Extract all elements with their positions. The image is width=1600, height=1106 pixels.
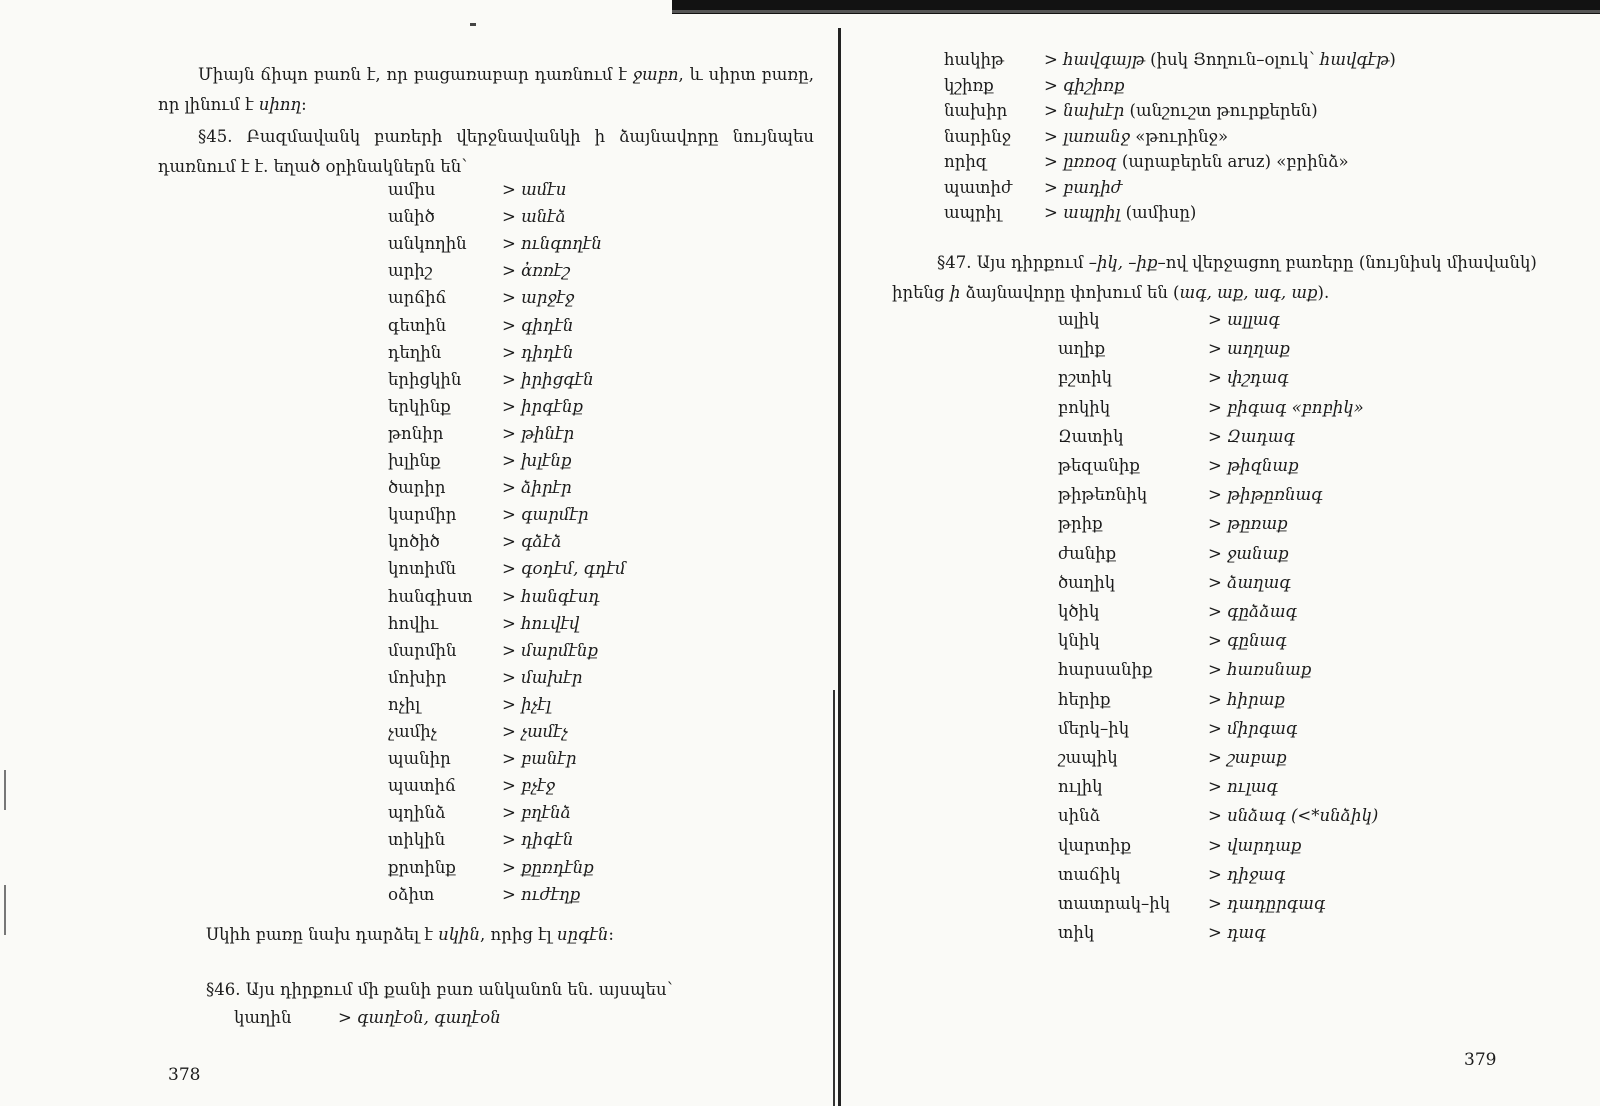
dialect-word: պանիր: [388, 749, 451, 769]
note-example: սկին: [438, 925, 481, 944]
dialect-form: > դագ: [1208, 923, 1266, 943]
dialect-word: կոտիմն: [388, 559, 456, 579]
dialect-form-italic: > հավգայթ: [1044, 50, 1145, 69]
dialect-form-italic: > ապրիլ: [1044, 203, 1121, 222]
dialect-word: չամիչ: [388, 722, 437, 741]
dialect-word: հերիք: [1058, 689, 1111, 709]
intro-text: :: [301, 95, 307, 114]
dialect-form: > գարմէր: [502, 505, 589, 525]
dialect-word: վարտիք: [1058, 835, 1131, 855]
section-46-heading: §46. Այս դիրքում մի քանի բառ անկանոն են. այսպես՝: [206, 980, 673, 999]
dialect-word: անկողին: [388, 234, 467, 254]
note-text: :: [608, 925, 614, 944]
dialect-word: թիթեռնիկ: [1058, 485, 1148, 505]
dialect-form: [1044, 76, 1124, 95]
dialect-form: > մարմէնք: [502, 640, 598, 660]
dialect-word: հակիթ: [944, 50, 1005, 69]
dialect-form-italic: > նախէր: [1044, 101, 1125, 120]
dialect-form: > ձիրէր: [502, 478, 572, 498]
dialect-word: աղիք: [1058, 339, 1106, 359]
dialect-form: > չամէչ: [502, 722, 568, 741]
dialect-form: > հառսնաք: [1208, 660, 1312, 680]
dialect-word: արճիճ: [388, 288, 447, 308]
dialect-form: > փշդագ: [1208, 368, 1289, 388]
dialect-word: ժանիք: [1058, 543, 1117, 563]
dialect-form: > ամէս: [502, 180, 567, 199]
dialect-word: գետին: [388, 315, 447, 335]
dialect-word: տատրակ–իկ: [1058, 894, 1171, 913]
dialect-form: [1044, 101, 1318, 120]
dialect-word: նախիր: [944, 101, 1008, 120]
dialect-form: > շաբաք: [1208, 748, 1287, 767]
dialect-form: > արջէջ: [502, 288, 575, 308]
dialect-form: > բղէնձ: [502, 803, 572, 823]
dialect-form: > գօդէմ, գդէմ: [502, 559, 626, 579]
dialect-word: հանգիստ: [388, 586, 473, 606]
dialect-form: > թիթըռնագ: [1208, 485, 1323, 505]
dialect-form: > ἀռռէշ: [502, 261, 570, 281]
dialect-word: երկինք: [388, 396, 451, 416]
s47-text: ).: [1317, 283, 1330, 302]
dialect-form: > հանգէսդ: [502, 586, 600, 606]
page-number: 379: [1464, 1050, 1497, 1070]
dialect-form: [1044, 152, 1349, 171]
gloss-text: (անշուշտ թուրքերեն): [1124, 101, 1318, 120]
dialect-word: խլինք: [388, 451, 441, 470]
section-47-heading: [892, 248, 1582, 308]
dialect-form: > գձէձ: [502, 532, 562, 552]
dialect-form: [1044, 50, 1396, 69]
dialect-word: ոչիլ: [388, 694, 421, 714]
dialect-form-italic: > լառանջ: [1044, 126, 1131, 146]
dialect-word: դեղին: [388, 342, 442, 362]
dialect-form: > դիդէն: [502, 342, 574, 362]
intro-paragraph: [158, 60, 814, 120]
intro-text: , և սիրտ բառը, որ լինում է: [158, 65, 814, 114]
dialect-form: > ուժէղք: [502, 884, 581, 904]
s47-text: ձայնավորը փոխում են (: [960, 283, 1180, 302]
dialect-word: բոկիկ: [1058, 397, 1111, 417]
dialect-word: պատիճ: [388, 776, 456, 796]
skih-note: [206, 920, 826, 950]
dialect-form: > ունգողէն: [502, 234, 602, 254]
dialect-form: > անէձ: [502, 207, 567, 227]
dialect-word: մոխիր: [388, 667, 447, 687]
dialect-word: տաճիկ: [1058, 864, 1121, 884]
dialect-form-italic: > ըռռօզ: [1044, 152, 1117, 171]
dialect-word: ամիս: [388, 180, 436, 199]
gloss-italic: հավգէթ: [1319, 50, 1390, 69]
dialect-form: > իրիցգէն: [502, 369, 594, 389]
dialect-form: > միրգագ: [1208, 718, 1298, 738]
gloss-text: (ամիսը): [1120, 203, 1197, 222]
dialect-word: սինձ: [1058, 806, 1100, 826]
dialect-word: նարինջ: [944, 126, 1011, 146]
dialect-form: [1044, 127, 1228, 146]
page-number: 378: [168, 1065, 201, 1085]
dialect-word: ապրիլ: [944, 203, 1002, 222]
dialect-word: տիկ: [1058, 923, 1095, 943]
dialect-word: շապիկ: [1058, 748, 1118, 767]
dialect-word: որիզ: [944, 152, 988, 171]
dialect-word: Զատիկ: [1058, 426, 1124, 446]
gloss-text: (արաբերեն aruz) «բրինձ»: [1116, 152, 1349, 171]
s47-suffixes: –իկ, –իք: [1088, 253, 1158, 272]
dialect-word: հարսանիք: [1058, 660, 1153, 680]
dialect-form: > իրգէնք: [502, 396, 584, 416]
right-page: [842, 0, 1600, 1106]
dialect-word: հովիւ: [388, 613, 439, 633]
dialect-form: > Զադագ: [1208, 426, 1295, 446]
section-45-heading: §45. Բազմավանկ բառերի վերջնավանկի ի ձայնավորը նույնպես դառնում է է. եղած օրինակներն են՝: [158, 127, 814, 176]
dialect-form: > քըռդէնք: [502, 857, 594, 877]
dialect-form: > դիջագ: [1208, 864, 1286, 884]
s47-text: –ով վերջացող բառերը (նույնիսկ միավանկ) իրենց: [892, 253, 1537, 302]
dialect-form: > սնձագ (<*սնձիկ): [1208, 806, 1379, 826]
dialect-form: > իչէլ: [502, 694, 552, 714]
dialect-word: մարմին: [388, 640, 457, 660]
dialect-form: > մախէր: [502, 667, 583, 687]
dialect-word: անիծ: [388, 207, 435, 227]
dialect-form-italic: > գիշիռք: [1044, 75, 1125, 95]
dialect-form: > ալլագ: [1208, 310, 1280, 329]
dialect-form: > թըռաք: [1208, 514, 1288, 534]
dialect-word: կաղին: [234, 1008, 292, 1027]
note-text: , որից էլ: [480, 925, 557, 944]
book-gutter: [838, 28, 841, 1106]
dialect-form: > գաղէօն, գաղէօն: [338, 1008, 501, 1027]
gloss-text: «թուրինջ»: [1130, 126, 1229, 146]
dialect-form: > խլէնք: [502, 451, 572, 470]
dialect-word: կնիկ: [1058, 631, 1100, 651]
dialect-form: > բչէջ: [502, 776, 555, 796]
dialect-word: բշտիկ: [1058, 368, 1112, 388]
dialect-form: > ջանաք: [1208, 543, 1289, 563]
dialect-form: > հուվէվ: [502, 613, 580, 633]
dialect-word: թրիք: [1058, 514, 1103, 534]
dialect-form: > թիզնաք: [1208, 456, 1299, 475]
dialect-form: > գիդէն: [502, 315, 574, 335]
gloss-text: (իսկ Յողուն–օլուկ՝: [1144, 50, 1320, 69]
dialect-form: > դիգէն: [502, 830, 574, 850]
dialect-word: երիցկին: [388, 369, 462, 389]
dialect-form: > ձաղագ: [1208, 572, 1291, 592]
intro-text: Միայն ճիպո բառն է, որ բացառաբար դառնում է: [198, 65, 633, 84]
dialect-word: ալիկ: [1058, 310, 1100, 329]
dialect-form: > գընագ: [1208, 631, 1287, 651]
dialect-form-italic: > բադիժ: [1044, 177, 1122, 197]
intro-example: սիող: [258, 95, 302, 114]
dialect-form: > թինէր: [502, 423, 575, 443]
intro-example: ջաբո: [632, 65, 679, 84]
dialect-form: > գըձձագ: [1208, 602, 1297, 621]
dialect-word: ծաղիկ: [1058, 572, 1116, 592]
dialect-form: > աղղաք: [1208, 339, 1290, 359]
dialect-form: [1044, 203, 1196, 222]
s47-vowel: ի: [949, 283, 961, 302]
dialect-word: թոնիր: [388, 423, 444, 443]
note-text: Սկիհ բառը նախ դարձել է: [206, 925, 439, 944]
dialect-word: թեզանիք: [1058, 456, 1140, 475]
dialect-word: պատիժ: [944, 177, 1013, 197]
dialect-word: պղինձ: [388, 803, 446, 823]
dialect-form: > դադըրգագ: [1208, 894, 1326, 913]
dialect-word: կարմիր: [388, 505, 457, 525]
dialect-word: արիշ: [388, 261, 433, 281]
dialect-form: [1044, 178, 1122, 197]
dialect-word: մերկ–իկ: [1058, 718, 1130, 738]
dialect-word: կոծիծ: [388, 532, 440, 552]
dialect-word: ուլիկ: [1058, 777, 1103, 797]
dialect-word: կծիկ: [1058, 602, 1100, 621]
dialect-word: քրտինք: [388, 857, 456, 877]
gloss-text: ): [1389, 50, 1396, 69]
dialect-form: > ուլագ: [1208, 777, 1278, 797]
dialect-form: > բանէր: [502, 749, 577, 769]
s47-text: §47. Այս դիրքում: [937, 253, 1089, 272]
dialect-word: տիկին: [388, 830, 446, 850]
s47-endings: ագ, աք, ագ, աք: [1179, 283, 1318, 302]
dialect-form: > վարդաք: [1208, 835, 1302, 855]
dialect-word: ծարիր: [388, 478, 446, 498]
dialect-word: կշիռք: [944, 75, 994, 95]
dialect-form: > բիգագ «բոբիկ»: [1208, 397, 1364, 417]
dialect-word: օձիտ: [388, 884, 435, 904]
dialect-form: > հիրաք: [1208, 689, 1285, 709]
note-example: սըգէն: [556, 925, 609, 944]
